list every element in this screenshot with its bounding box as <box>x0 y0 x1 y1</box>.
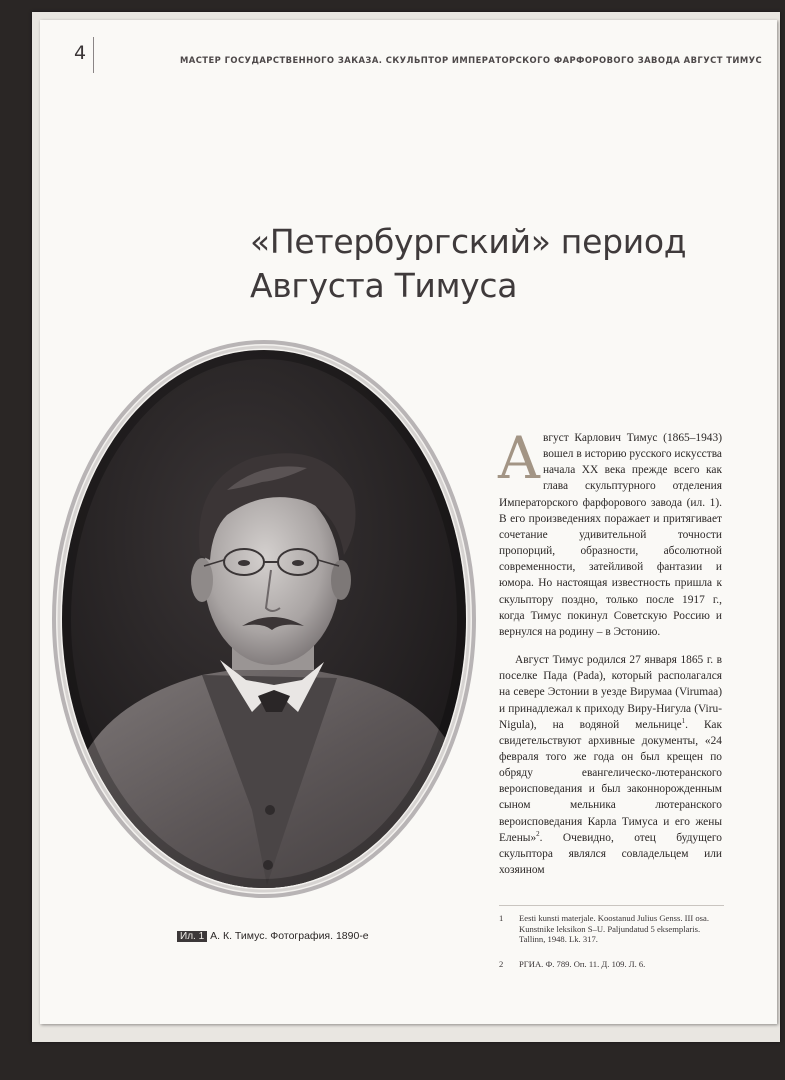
drop-cap: А <box>497 424 541 492</box>
footnote-divider <box>499 905 724 906</box>
figure-caption <box>177 930 477 942</box>
page-number: 4 <box>74 42 87 64</box>
footnote <box>499 913 724 945</box>
paragraph-1 <box>497 424 722 640</box>
footnote-number: 2 <box>499 958 504 969</box>
paragraph-1-text: вгуст Карлович Тимус (1865–1943) вошел в историю русского искусства начала XX века прежде всего как глава скульптурного отделения Императорского фарфорового завода (ил. 1). В его произведениях поражает и притягивает сочетание удивительной точности пропорций, образности, абсолютной современности, затейливой фантазии и юмора. Но настоящая известность пришла к скульптору поздно, только после 1917 г., когда Тимус покинул Советскую Россию и вернулся на родину – в Эстонию. <box>499 432 722 638</box>
footnote-text: Eesti kunsti materjale. Koostanud Julius Genss. III osa. Kunstnike leksikon S–U. Paljundatud 5 eksemplaris. Tallinn, 1948. Lk. 317. <box>519 913 709 945</box>
figure-caption-text: А. К. Тимус. Фотография. 1890-е <box>210 930 369 942</box>
running-head: МАСТЕР ГОСУДАРСТВЕННОГО ЗАКАЗА. СКУЛЬПТОР ИМПЕРАТОРСКОГО ФАРФОРОВОГО ЗАВОДА АВГУСТ ТИМУС <box>180 55 763 65</box>
paragraph-2 <box>499 652 722 878</box>
chapter-title-line-2: Августа Тимуса <box>250 266 518 305</box>
chapter-title-line-1: «Петербургский» период <box>250 222 687 261</box>
paragraph-2-text-c: . Очевидно, отец будущего скульптора являлся совладельцем или хозяином <box>499 831 722 877</box>
figure-tag: Ил. 1 <box>177 931 207 942</box>
footnote-ref-2[interactable]: 2 <box>536 829 540 838</box>
footnote-ref-1[interactable]: 1 <box>681 716 686 725</box>
article-body <box>497 424 722 878</box>
paragraph-2-text-b: . Как свидетельствуют архивные документы, «24 февраля того же года он был крещен по обряду евангелическо-лютеранского вероисповедания и был законнорожденным сыном мельника лютеранского вероисповедания Карла Тимуса и его жены Елены» <box>499 718 722 844</box>
footnote <box>499 959 724 970</box>
footnotes <box>499 913 724 969</box>
portrait-photo <box>52 340 476 898</box>
chapter-title <box>250 220 750 308</box>
paragraph-2-text-a: Август Тимус родился 27 января 1865 г. в поселке Пада (Pada), который располагался на севере Эстонии в уезде Вирумаа (Virumaa) и принадлежал к приходу Виру-Нигула (Viru-Nigula), на водяной мельнице <box>499 654 722 731</box>
footnote-text: РГИА. Ф. 789. Оп. 11. Д. 109. Л. 6. <box>519 958 646 969</box>
header-divider <box>93 37 94 73</box>
book-page <box>40 20 777 1024</box>
footnote-number: 1 <box>499 913 504 923</box>
